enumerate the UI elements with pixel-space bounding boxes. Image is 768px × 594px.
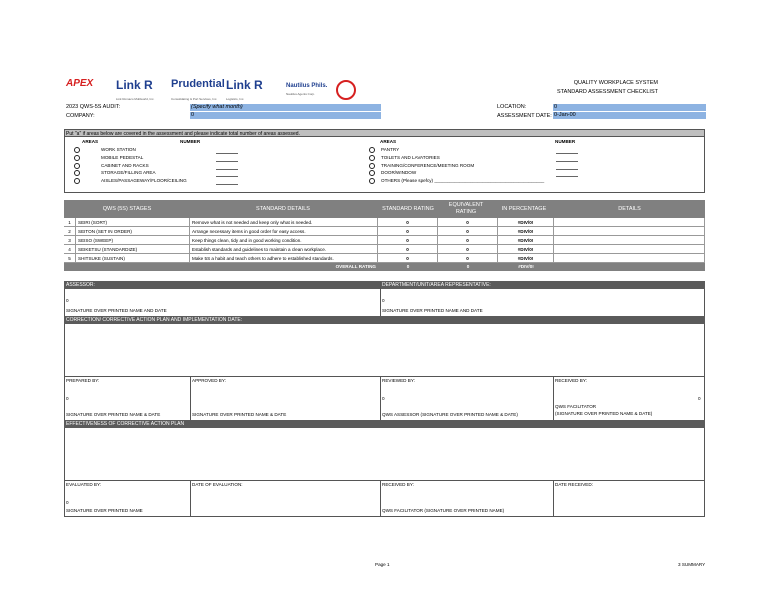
area-number-input[interactable]: [216, 176, 238, 177]
area-label: DOOR/WINDOW: [381, 170, 417, 176]
assessment-date-field[interactable]: 0-Jan-00: [553, 112, 706, 119]
stage-cell-equiv: 0: [438, 227, 498, 236]
stage-row: [64, 236, 705, 245]
logo-subtitle: Logistics, Inc.: [226, 97, 245, 101]
effectiveness-area[interactable]: [64, 428, 705, 480]
stage-cell-rating: 0: [378, 245, 438, 254]
area-radio-icon[interactable]: [74, 147, 80, 153]
document-title: [557, 79, 658, 97]
stage-row: [64, 218, 705, 227]
area-number-input[interactable]: [216, 153, 238, 154]
stage-cell-stage: SHITSUKE (SUSTAIN): [76, 254, 190, 263]
col-standard-details: STANDARD DETAILS: [256, 206, 310, 212]
stage-cell-pct: #DIV/0!: [498, 245, 554, 254]
evaluated-signature: SIGNATURE OVER PRINTED NAME: [66, 508, 143, 513]
reviewed-signature: QWS ASSESSOR (SIGNATURE OVER PRINTED NAME & DATE): [382, 412, 518, 417]
assessor-label: ASSESSOR:: [66, 282, 95, 288]
logo-subtitle: Link Romaco Multiworld, Inc.: [116, 97, 155, 101]
location-field[interactable]: 0: [553, 104, 706, 111]
area-number-input[interactable]: [216, 184, 238, 185]
area-number-input[interactable]: [556, 153, 578, 154]
received-by-label: RECEIVED BY:: [555, 378, 587, 383]
prudential-logo: Prudential: [171, 78, 225, 90]
area-label: STORAGE/FILLING AREA: [101, 170, 156, 176]
nautilus-logo: Nautilus Phils.: [286, 83, 328, 89]
assessor-signature-label: SIGNATURE OVER PRINTED NAME AND DATE: [66, 308, 167, 313]
area-radio-icon[interactable]: [369, 147, 375, 153]
areas-header: AREAS: [82, 139, 99, 144]
title-line-1: QUALITY WORKPLACE SYSTEM: [573, 80, 658, 86]
area-number-input[interactable]: [556, 169, 578, 170]
title-line-2: STANDARD ASSESSMENT CHECKLIST: [557, 89, 658, 95]
stage-cell-n: 3: [64, 236, 76, 245]
area-radio-icon[interactable]: [369, 155, 375, 161]
stage-cell-details[interactable]: [554, 245, 705, 254]
number-header-right: NUMBER: [555, 139, 576, 144]
page-number: Page 1: [375, 562, 390, 567]
areas-header-right: AREAS: [380, 139, 397, 144]
logo-subtitle: Consolidating & Port Services, Inc.: [171, 97, 218, 101]
received-signature: (SIGNATURE OVER PRINTED NAME & DATE): [555, 411, 653, 416]
company-logos: [66, 78, 366, 104]
approved-by-label: APPROVED BY:: [192, 378, 226, 383]
stage-cell-stage: SEITON (SET IN ORDER): [76, 227, 190, 236]
stage-cell-details[interactable]: [554, 218, 705, 227]
stage-cell-details[interactable]: [554, 227, 705, 236]
stage-cell-pct: #DIV/0!: [498, 218, 554, 227]
stage-cell-details[interactable]: [554, 236, 705, 245]
logo-subtitle: Nautilus Agents Corp.: [286, 92, 316, 96]
approved-signature: SIGNATURE OVER PRINTED NAME & DATE: [192, 412, 287, 417]
prepared-value: 0: [66, 396, 69, 401]
company-label: COMPANY:: [66, 113, 95, 119]
stage-cell-details[interactable]: [554, 254, 705, 263]
stage-cell-detail: Remove what is not needed and keep only what is needed.: [190, 218, 378, 227]
area-label: MOBILE PEDESTAL: [101, 154, 144, 160]
stage-cell-n: 2: [64, 227, 76, 236]
stage-cell-rating: 0: [378, 254, 438, 263]
stage-cell-detail: Arrange necessary items in good order for easy access.: [190, 227, 378, 236]
facilitator-signature: QWS FACILITATOR (SIGNATURE OVER PRINTED NAME): [382, 508, 505, 513]
dept-rep-label: DEPARTMENT/UNIT/AREA REPRESENTATIVE:: [382, 282, 491, 288]
dept-signature-label: SIGNATURE OVER PRINTED NAME AND DATE: [382, 308, 483, 313]
stage-row: [64, 245, 705, 254]
area-label: AISLES/PASSAGEWAY/FLOOR/CEILING: [101, 178, 187, 184]
assessor-value: 0: [66, 298, 69, 303]
stage-cell-detail: Make 5S a habit and teach others to adhere to established standards.: [190, 254, 378, 263]
seal-icon: [336, 80, 356, 100]
stage-cell-rating: 0: [378, 236, 438, 245]
stage-cell-stage: SEIKETSU (STANDARDIZE): [76, 245, 190, 254]
col-equivalent-rating: EQUIVALENT RATING: [448, 202, 484, 215]
effectiveness-label: EFFECTIVENESS OF CORRECTIVE ACTION PLAN: [66, 421, 185, 427]
area-radio-icon[interactable]: [369, 163, 375, 169]
overall-equiv: 0: [466, 264, 470, 269]
area-number-input[interactable]: [556, 176, 578, 177]
correction-plan-area[interactable]: [64, 324, 705, 376]
col-details: DETAILS: [618, 206, 641, 212]
linkr-logo: Link R: [116, 78, 153, 92]
linkr-logistics-logo: Link R: [226, 78, 263, 92]
date-received-label: DATE RECEIVED:: [555, 482, 593, 487]
stage-cell-n: 5: [64, 254, 76, 263]
audit-label: 2023 QWS-5S AUDIT:: [66, 104, 121, 110]
date-evaluation-label: DATE OF EVALUATION:: [192, 482, 243, 487]
stage-cell-equiv: 0: [438, 245, 498, 254]
area-label: TRAINING/CONFERENCE/MEETING ROOM: [381, 162, 475, 168]
overall-rating: 0: [406, 264, 410, 269]
area-label: TOILETS AND LAVATORIES: [381, 154, 440, 160]
prepared-signature: SIGNATURE OVER PRINTED NAME & DATE: [66, 412, 161, 417]
stage-row: [64, 227, 705, 236]
apex-logo: APEX: [66, 78, 94, 89]
prepared-by-label: PREPARED BY:: [66, 378, 100, 383]
overall-pct: #DIV/0!: [518, 264, 534, 269]
stage-cell-detail: Establish standards and guidelines to maintain a clean workplace.: [190, 245, 378, 254]
overall-label: OVERALL RATING: [335, 264, 376, 269]
evaluated-value: 0: [66, 500, 69, 505]
stage-cell-rating: 0: [378, 218, 438, 227]
stages-header-row: [64, 200, 705, 218]
col-percentage: IN PERCENTAGE: [501, 206, 547, 212]
area-radio-icon[interactable]: [74, 155, 80, 161]
areas-instruction: Put "a" if areas below are covered in the assessment and please indicate total number of areas assessed.: [64, 129, 705, 137]
area-label: CABINET AND RACKS: [101, 162, 149, 168]
number-header: NUMBER: [180, 139, 201, 144]
sheet-name: 3 SUMMARY: [678, 562, 706, 567]
stage-cell-pct: #DIV/0!: [498, 254, 554, 263]
stage-cell-equiv: 0: [438, 254, 498, 263]
facilitator-label: QWS FACILITATOR: [555, 404, 597, 409]
received-value: 0: [698, 396, 701, 401]
area-number-input[interactable]: [216, 161, 238, 162]
reviewed-value: 0: [382, 396, 385, 401]
evaluated-by-label: EVALUATED BY:: [66, 482, 102, 487]
area-radio-icon[interactable]: [74, 163, 80, 169]
col-standard-rating: STANDARD RATING: [382, 206, 434, 212]
effectiveness-bar: [64, 420, 705, 428]
location-label: LOCATION:: [497, 104, 527, 110]
stage-cell-rating: 0: [378, 227, 438, 236]
received-by-label-2: RECEIVED BY:: [382, 482, 414, 487]
assessor-bar: [64, 281, 705, 289]
area-number-input[interactable]: [556, 161, 578, 162]
stage-cell-stage: SEISO (SWEEP): [76, 236, 190, 245]
stage-row: [64, 254, 705, 263]
stage-cell-n: 1: [64, 218, 76, 227]
stage-cell-pct: #DIV/0!: [498, 236, 554, 245]
stage-cell-equiv: 0: [438, 236, 498, 245]
stage-cell-n: 4: [64, 245, 76, 254]
area-label: PANTRY: [381, 147, 400, 152]
dept-value: 0: [382, 298, 385, 303]
stage-cell-pct: #DIV/0!: [498, 227, 554, 236]
correction-bar: [64, 316, 705, 324]
reviewed-by-label: REVIEWED BY:: [382, 378, 415, 383]
assessment-date-label: ASSESSMENT DATE:: [497, 113, 552, 119]
audit-month-field[interactable]: (Specify what month): [190, 104, 381, 111]
area-number-input[interactable]: [216, 169, 238, 170]
stage-cell-equiv: 0: [438, 218, 498, 227]
stage-cell-stage: SEIRI (SORT): [76, 218, 190, 227]
overall-rating-row: [64, 263, 705, 271]
company-field[interactable]: 0: [190, 112, 381, 119]
area-label: OTHERS (Please spefcy) ___________________________________________: [381, 178, 545, 184]
correction-label: CORRECTION/ CORRECTIVE ACTION PLAN AND IMPLEMENTATION DATE:: [66, 317, 243, 323]
col-stages: QWS (5S) STAGES: [102, 206, 152, 212]
stage-cell-detail: Keep things clean, tidy and in good working condition.: [190, 236, 378, 245]
area-label: WORK STATION: [101, 147, 136, 152]
